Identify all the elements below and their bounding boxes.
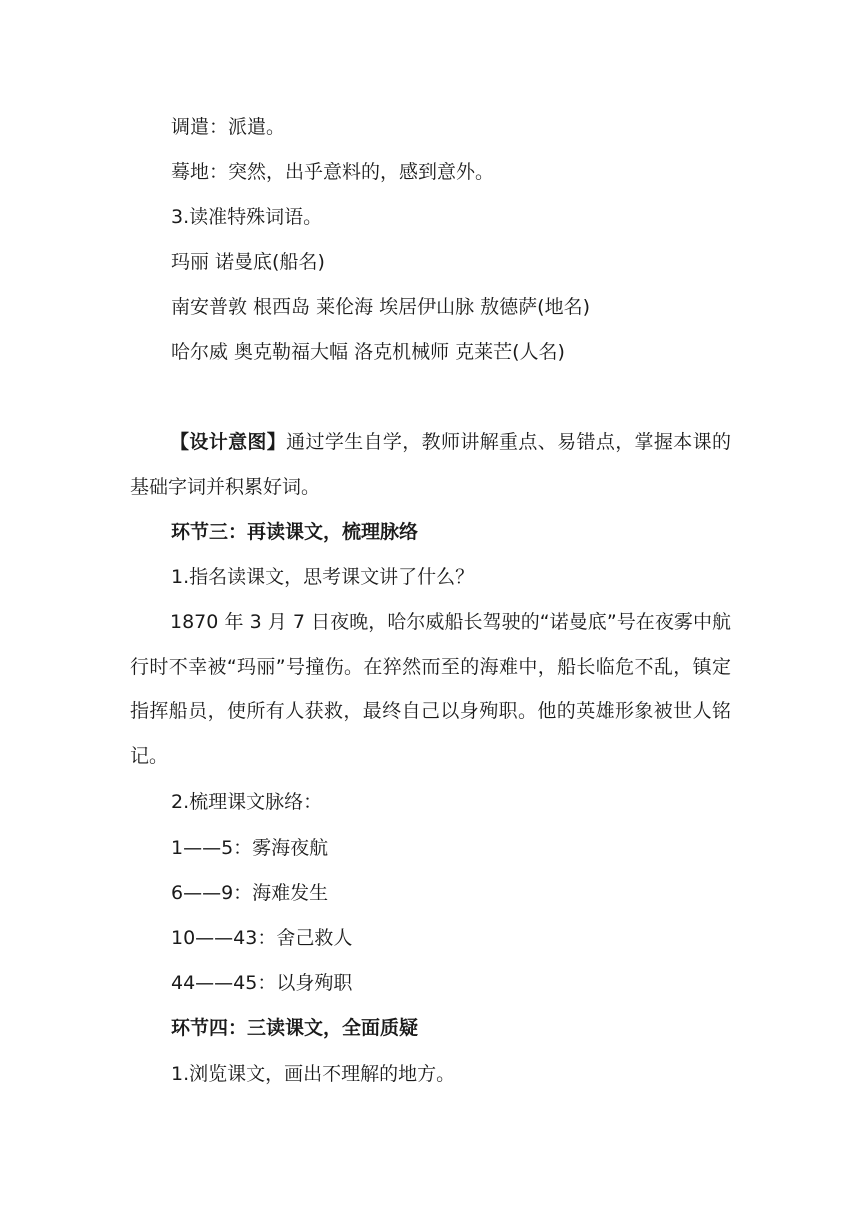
vocab-line: 蓦地：突然，出乎意料的，感到意外。: [171, 161, 495, 183]
item-title: 3.读准特殊词语。: [171, 206, 323, 228]
outline-item: 1——5：雾海夜航: [171, 837, 329, 859]
outline-item: 44——45：以身殉职: [171, 972, 353, 994]
vocab-line: 调遣：派遣。: [171, 116, 286, 138]
outline-item: 10——43：舍己救人: [171, 927, 353, 949]
question-line: 1.浏览课文，画出不理解的地方。: [171, 1063, 456, 1085]
design-intent-label: 【设计意图】: [170, 431, 287, 453]
outline-item: 6——9：海难发生: [171, 882, 329, 904]
design-intent-text: 通过学生自学，教师讲解重点、易错点，掌握本课的基础字词并积累好词。: [130, 431, 731, 498]
section-heading: 环节三：再读课文，梳理脉络: [171, 521, 419, 543]
question-line: 1.指名读课文，思考课文讲了什么？: [171, 566, 475, 588]
word-list-line: 玛丽 诺曼底(船名): [171, 251, 325, 273]
answer-paragraph: 1870 年 3 月 7 日夜晚，哈尔威船长驾驶的“诺曼底”号在夜雾中航行时不幸被“玛丽”号撞伤。在猝然而至的海难中，船长临危不乱，镇定指挥船员，使所有人获救，最终自己以身殉职。他的英雄形象被世人铭记。: [130, 611, 731, 767]
section-heading: 环节四：三读课文，全面质疑: [171, 1017, 419, 1039]
word-list-line: 哈尔威 奥克勒福大幅 洛克机械师 克莱芒(人名): [171, 341, 565, 363]
design-intent-paragraph: [130, 420, 731, 509]
question-line: 2.梳理课文脉络：: [171, 791, 323, 813]
word-list-line: 南安普敦 根西岛 莱伦海 埃居伊山脉 敖德萨(地名): [171, 296, 590, 318]
